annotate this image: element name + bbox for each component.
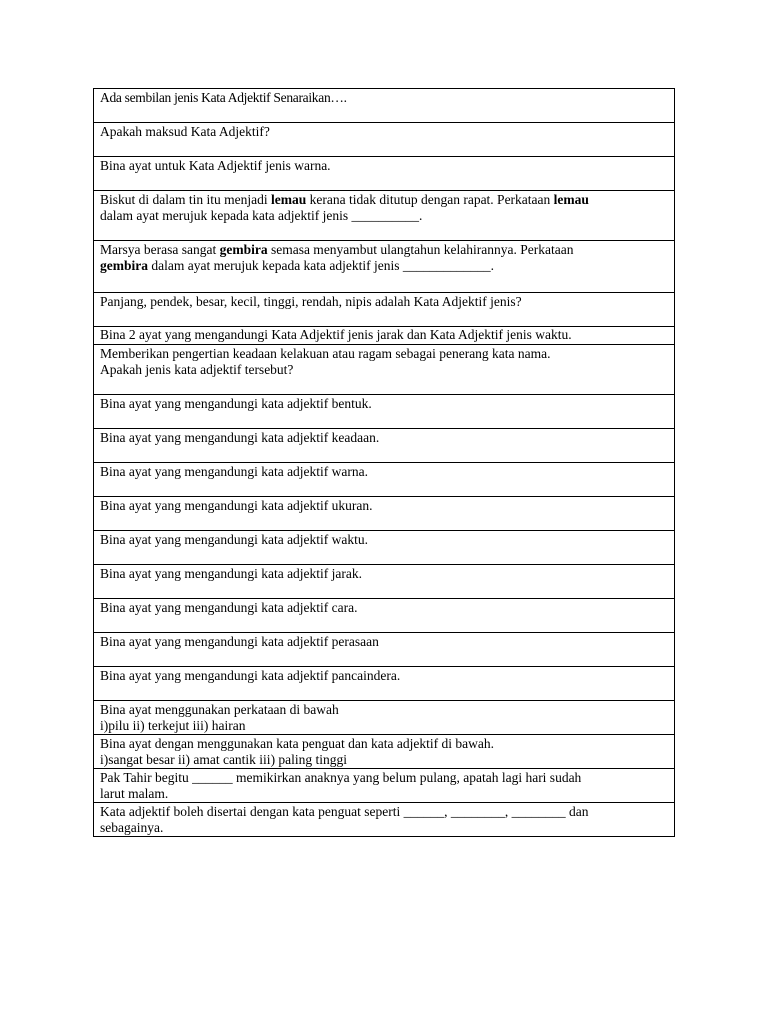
question-line [100, 668, 668, 684]
question-cell [94, 241, 675, 293]
text-segment: i)sangat besar ii) amat cantik iii) paling tinggi [100, 752, 348, 767]
question-row [94, 701, 675, 735]
question-line [100, 532, 668, 548]
question-row [94, 345, 675, 395]
question-cell [94, 701, 675, 735]
question-cell [94, 633, 675, 667]
question-line [100, 786, 668, 802]
question-row [94, 89, 675, 123]
text-segment: Panjang, pendek, besar, kecil, tinggi, rendah, nipis adalah Kata Adjektif jenis? [100, 294, 522, 309]
text-segment: Bina ayat untuk Kata Adjektif jenis warna. [100, 158, 331, 173]
question-row [94, 395, 675, 429]
text-segment: i)pilu ii) terkejut iii) hairan [100, 718, 246, 733]
question-line [100, 498, 668, 514]
question-cell [94, 191, 675, 241]
question-line [100, 90, 668, 106]
text-segment: Bina ayat yang mengandungi kata adjektif ukuran. [100, 498, 373, 513]
question-line [100, 770, 668, 786]
question-row [94, 803, 675, 837]
question-cell [94, 89, 675, 123]
question-cell [94, 123, 675, 157]
question-row [94, 463, 675, 497]
text-segment: Kata adjektif boleh disertai dengan kata penguat seperti ______, ________, ________ dan [100, 804, 589, 819]
question-line [100, 634, 668, 650]
question-table-body [94, 89, 675, 837]
bold-keyword: gembira [100, 258, 148, 273]
text-segment: Bina ayat yang mengandungi kata adjektif perasaan [100, 634, 379, 649]
question-line [100, 208, 668, 224]
question-line [100, 804, 668, 820]
question-cell [94, 395, 675, 429]
question-line [100, 258, 668, 274]
text-segment: larut malam. [100, 786, 169, 801]
question-row [94, 565, 675, 599]
text-segment: Bina ayat menggunakan perkataan di bawah [100, 702, 339, 717]
text-segment: Bina ayat yang mengandungi kata adjektif jarak. [100, 566, 363, 581]
question-cell [94, 565, 675, 599]
text-segment: Biskut di dalam tin itu menjadi [100, 192, 271, 207]
question-row [94, 531, 675, 565]
text-segment: kerana tidak ditutup dengan rapat. Perkataan [306, 192, 554, 207]
text-segment: Pak Tahir begitu ______ memikirkan anaknya yang belum pulang, apatah lagi hari sudah [100, 770, 582, 785]
question-cell [94, 429, 675, 463]
question-line [100, 346, 668, 362]
question-line [100, 362, 668, 378]
text-segment: semasa menyambut ulangtahun kelahirannya. Perkataan [267, 242, 574, 257]
question-row [94, 769, 675, 803]
question-cell [94, 497, 675, 531]
question-cell [94, 667, 675, 701]
bold-keyword: lemau [271, 192, 307, 207]
question-line [100, 736, 668, 752]
question-cell [94, 769, 675, 803]
question-cell [94, 531, 675, 565]
question-line [100, 396, 668, 412]
question-line [100, 752, 668, 768]
bold-keyword: lemau [553, 192, 589, 207]
question-cell [94, 345, 675, 395]
question-cell [94, 327, 675, 345]
question-row [94, 293, 675, 327]
question-cell [94, 293, 675, 327]
question-row [94, 123, 675, 157]
text-segment: Bina ayat yang mengandungi kata adjektif cara. [100, 600, 358, 615]
text-segment: Apakah maksud Kata Adjektif? [100, 124, 270, 139]
question-line [100, 242, 668, 258]
question-cell [94, 599, 675, 633]
text-segment: Bina ayat yang mengandungi kata adjektif bentuk. [100, 396, 372, 411]
text-segment: Bina 2 ayat yang mengandungi Kata Adjektif jenis jarak dan Kata Adjektif jenis waktu. [100, 327, 572, 342]
text-segment: Marsya berasa sangat [100, 242, 220, 257]
question-line [100, 192, 668, 208]
text-segment: Apakah jenis kata adjektif tersebut? [100, 362, 294, 377]
question-line [100, 600, 668, 616]
question-cell [94, 157, 675, 191]
question-row [94, 191, 675, 241]
text-segment: sebagainya. [100, 820, 164, 835]
question-row [94, 157, 675, 191]
text-segment: Memberikan pengertian keadaan kelakuan atau ragam sebagai penerang kata nama. [100, 346, 551, 361]
question-cell [94, 463, 675, 497]
question-line [100, 124, 668, 140]
question-line [100, 294, 668, 310]
question-cell [94, 803, 675, 837]
question-row [94, 735, 675, 769]
question-line [100, 158, 668, 174]
question-row [94, 667, 675, 701]
bold-keyword: gembira [219, 242, 268, 257]
question-line [100, 430, 668, 446]
text-segment: Bina ayat yang mengandungi kata adjektif warna. [100, 464, 369, 479]
question-row [94, 497, 675, 531]
question-row [94, 599, 675, 633]
question-row [94, 241, 675, 293]
question-table [93, 88, 675, 837]
question-row [94, 327, 675, 345]
question-line [100, 327, 668, 343]
question-line [100, 820, 668, 836]
text-segment: Bina ayat yang mengandungi kata adjektif pancaindera. [100, 668, 401, 683]
question-line [100, 718, 668, 734]
question-line [100, 702, 668, 718]
question-cell [94, 735, 675, 769]
question-line [100, 464, 668, 480]
question-row [94, 429, 675, 463]
question-line [100, 566, 668, 582]
text-segment: Bina ayat yang mengandungi kata adjektif keadaan. [100, 430, 380, 445]
text-segment: Ada sembilan jenis Kata Adjektif Senaraikan…. [100, 90, 347, 105]
text-segment: dalam ayat merujuk kepada kata adjektif jenis _____________. [148, 258, 495, 273]
text-segment: Bina ayat dengan menggunakan kata penguat dan kata adjektif di bawah. [100, 736, 494, 751]
question-row [94, 633, 675, 667]
text-segment: dalam ayat merujuk kepada kata adjektif jenis __________. [100, 208, 423, 223]
text-segment: Bina ayat yang mengandungi kata adjektif waktu. [100, 532, 369, 547]
